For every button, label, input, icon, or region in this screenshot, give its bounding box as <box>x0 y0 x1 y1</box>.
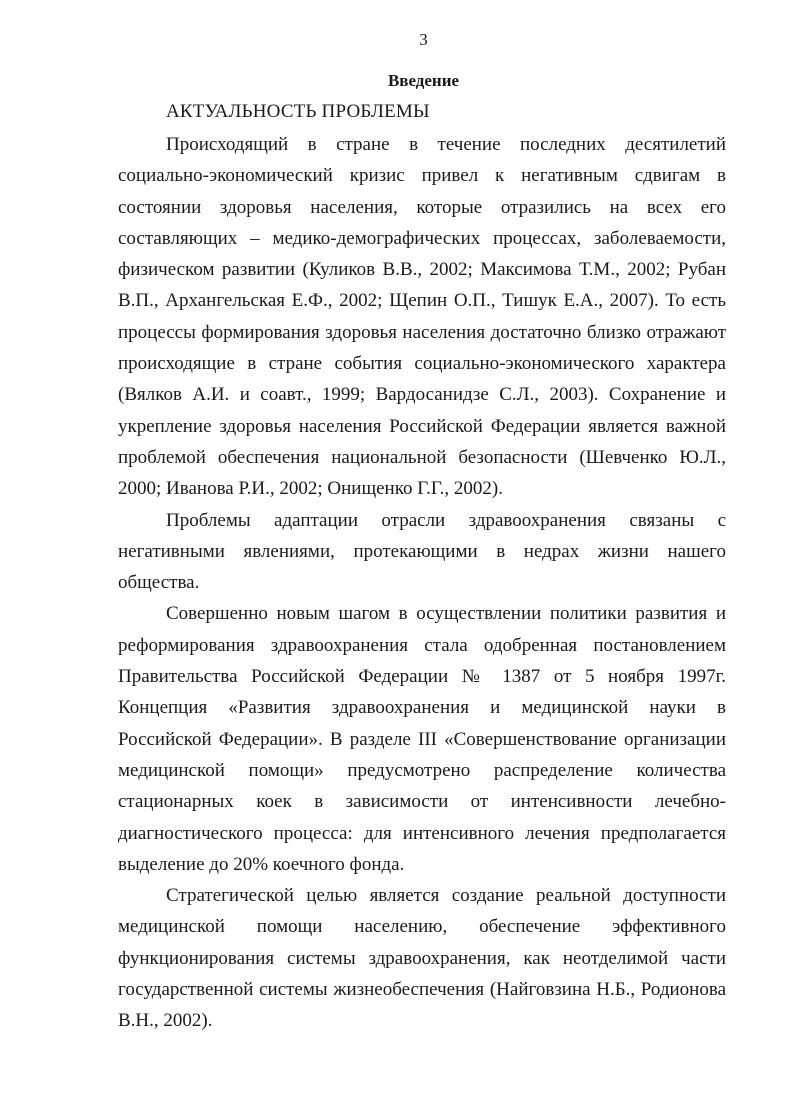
paragraph-3: Совершенно новым шагом в осуществлении политики развития и реформирования здравоохранения стала одобренная постановлением Правительства Российской Федерации № 1387 от 5 ноября 1997г. Концепция «Развития здравоохранения и медицинской науки в Российской Федерации». В разделе III «Совершенствование организации медицинской помощи» предусмотрено распределение количества стационарных коек в зависимости от интенсивности лечебно-диагностического процесса: для интенсивного лечения предполагается выделение до 20% коечного фонда. <box>118 603 726 875</box>
page-number: 3 <box>419 30 428 49</box>
section-heading: Введение <box>387 71 460 90</box>
body-text <box>118 129 726 1037</box>
paragraph-4: Стратегической целью является создание реальной доступности медицинской помощи населению, обеспечение эффективного функционирования системы здравоохранения, как неотделимой части государственной системы жизнеобеспечения (Найговзина Н.Б., Родионова В.Н., 2002). <box>118 885 726 1032</box>
section-subheading: АКТУАЛЬНОСТЬ ПРОБЛЕМЫ <box>166 101 430 122</box>
paragraph-1: Происходящий в стране в течение последних десятилетий социально-экономический кризис привел к негативным сдвигам в состоянии здоровья населения, которые отразились на всех его составляющих – медико-демографических процессах, заболеваемости, физическом развитии (Куликов В.В., 2002; Максимова Т.М., 2002; Рубан В.П., Архангельская Е.Ф., 2002; Щепин О.П., Тишук Е.А., 2007). То есть процессы формирования здоровья населения достаточно близко отражают происходящие в стране события социально-экономического характера (Вялков А.И. и соавт., 1999; Вардосанидзе С.Л., 2003). Сохранение и укрепление здоровья населения Российской Федерации является важной проблемой обеспечения национальной безопасности (Шевченко Ю.Л., 2000; Иванова Р.И., 2002; Онищенко Г.Г., 2002). <box>118 134 726 500</box>
paragraph-2: Проблемы адаптации отрасли здравоохранения связаны с негативными явлениями, протекающими в недрах жизни нашего общества. <box>118 509 726 594</box>
